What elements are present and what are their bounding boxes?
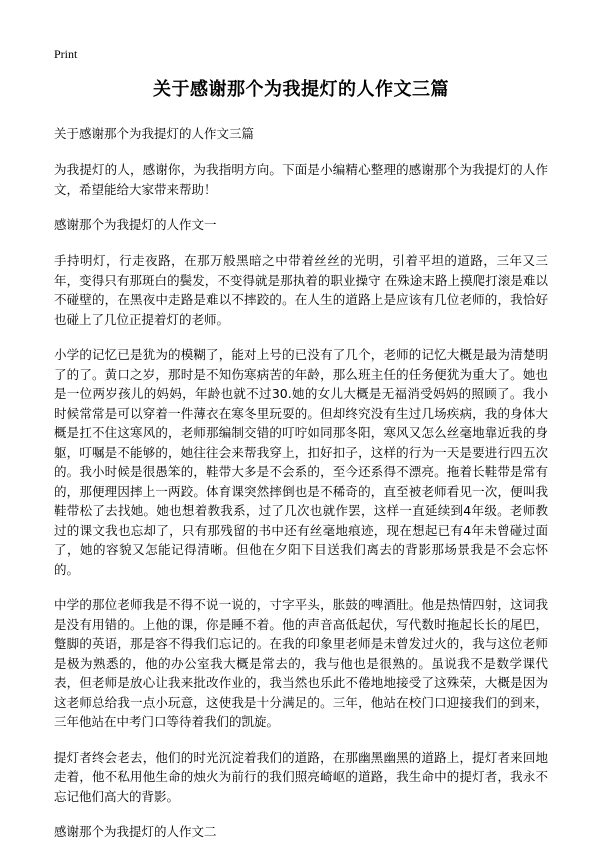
document-subtitle: 关于感谢那个为我提灯的人作文三篇 — [54, 126, 255, 141]
section-heading-1: 感谢那个为我提灯的人作文一 — [54, 217, 217, 232]
body-paragraph: 中学的那位老师我是不得不说一说的，寸字平头，胀鼓的啤酒肚。他是热情四射，这词我是没有用错的。上他的课，你是睡不着。他的声音高低起伏，写代数时拖起长长的尾巴，蹩脚的英语，那是容不得我们忘记的。在我的印象里老师是未曾发过火的，我与这位老师是极为熟悉的，他的办公室我大概是常去的，我与他也是很熟的。虽说我不是数学课代表，但老师是放心让我来批改作业的，我当然也乐此不倦地地接受了这殊荣，大概是因为这老师总给我一点小玩意，这使我是十分满足的。三年，他站在校门口迎接我们的到来，三年他站在中考门口等待着我们的凯旋。 — [54, 597, 548, 729]
section-heading-2: 感谢那个为我提灯的人作文二 — [54, 824, 217, 839]
document-title: 关于感谢那个为我提灯的人作文三篇 — [153, 79, 449, 100]
intro-paragraph: 为我提灯的人，感谢你，为我指明方向。下面是小编精心整理的感谢那个为我提灯的人作文，希望能给大家带来帮助！ — [54, 162, 548, 197]
body-paragraph: 提灯者终会老去，他们的时光沉淀着我们的道路，在那幽黑幽黑的道路上，提灯者来回地走着，他不私用他生命的烛火为前行的我们照亮崎岖的道路，我生命中的提灯者，我永不忘记他们高大的背影。 — [54, 749, 548, 804]
print-link[interactable]: Print — [54, 47, 78, 61]
body-paragraph: 小学的记忆已是犹为的模糊了，能对上号的已没有了几个，老师的记忆大概是最为清楚明了的了。黄口之岁，那时是不知伤寒病苦的年龄，那么班主任的任务便犹为重大了。她也是一位两岁孩儿的妈妈，年龄也就不过30.她的女儿大概是无福消受妈妈的照顾了。我小时候常常是可以穿着一件薄衣在寒冬里玩耍的。但却终究没有生过几场疾病，我的身体大概是扛不住这寒风的，老师那编制交错的叮咛如同那冬阳，寒风又怎么丝毫地靠近我的身躯，叮嘱是不能够的，她往往会来帮我穿上，扣好扣子，这样的行为一天是要进行四五次的。我小时候是很愚笨的，鞋带大多是不会系的，至今还系得不漂亮。拖着长鞋带是常有的，那便理因摔上一两跤。体育课突然摔倒也是不稀奇的，直至被老师看见一次，便叫我鞋带松了去找她。她也想着教我系，过了几次也就作罢，这样一直延续到4年级。老师教过的课文我也忘却了，只有那残留的书中还有丝毫地痕迹，现在想起已有4年未曾碰过面了，她的容貌又怎能记得清晰。但他在夕阳下目送我们离去的背影那场景我是不会忘怀的。 — [54, 347, 548, 577]
body-paragraph: 手持明灯，行走夜路，在那万般黑暗之中带着丝丝的光明，引着平坦的道路，三年又三年，变得只有那斑白的鬓发，不变得就是那执着的职业操守 在殊途末路上摸爬打滚是难以不碰壁的，在黑夜中走路是难以不摔跤的。在人生的道路上是应该有几位老师的，我恰好也碰上了几位正提着灯的老师。 — [54, 253, 548, 327]
document — [54, 76, 548, 858]
